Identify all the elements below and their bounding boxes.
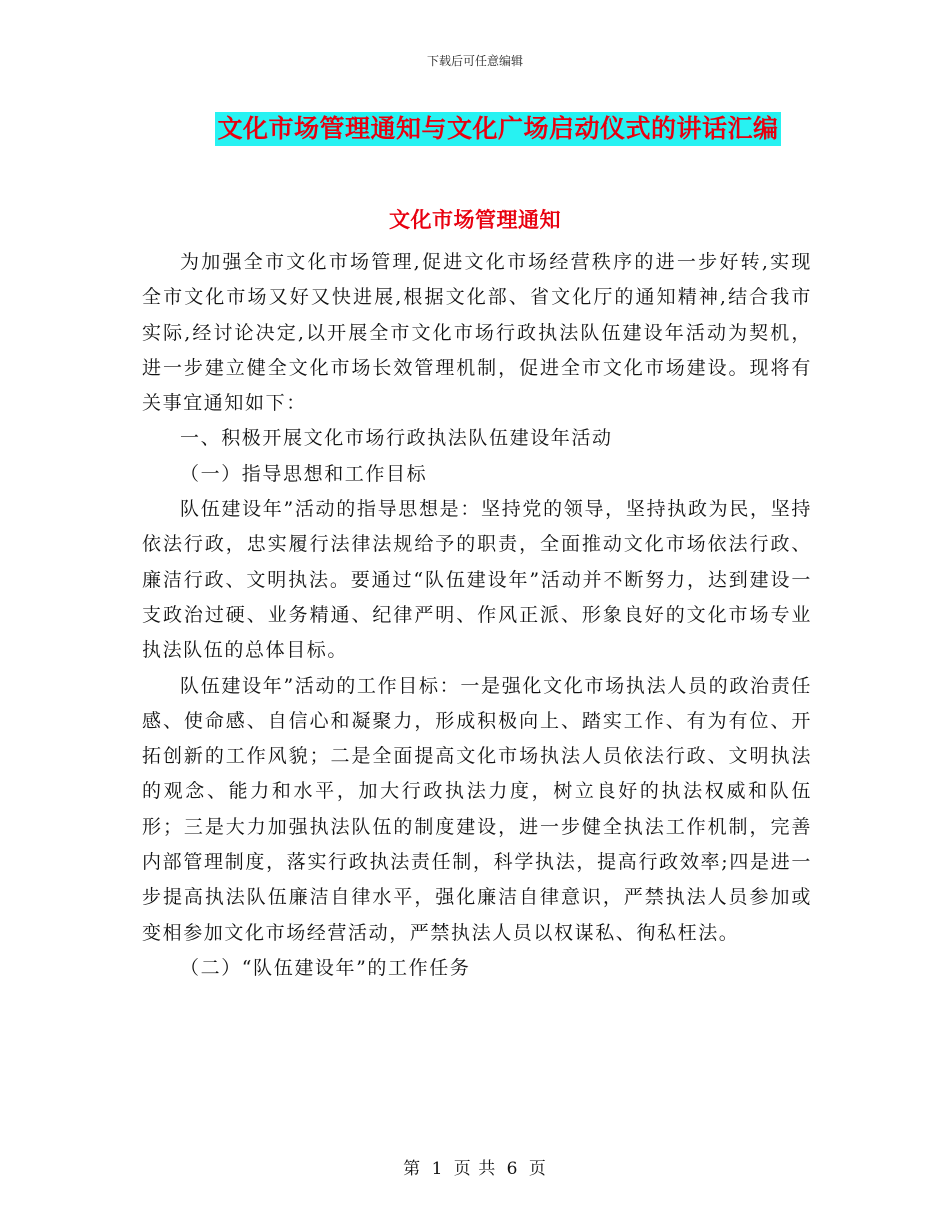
footer-page-number: 1 bbox=[431, 1159, 444, 1179]
section-title: 文化市场管理通知 bbox=[389, 207, 561, 232]
document-body bbox=[142, 245, 812, 986]
document-title-container bbox=[0, 112, 950, 146]
heading-level-1: 一、积极开展文化市场行政执法队伍建设年活动 bbox=[180, 427, 613, 450]
heading-level-2: （一）指导思想和工作目标 bbox=[180, 462, 428, 485]
heading-level-2: （二）“队伍建设年”的工作任务 bbox=[180, 956, 471, 979]
footer-middle: 页 共 bbox=[453, 1159, 497, 1179]
paragraph-guiding-thought: 队伍建设年”活动的指导思想是：坚持党的领导，坚持执政为民，坚持依法行政，忠实履行法律法规给予的职责，全面推动文化市场依法行政、廉洁行政、文明执法。要通过“队伍建设年”活动并不断努力，达到建设一支政治过硬、业务精通、纪律严明、作风正派、形象良好的文化市场专业执法队伍的总体目标。 bbox=[142, 498, 812, 662]
footer-total-pages: 6 bbox=[506, 1159, 519, 1179]
paragraph-intro: 为加强全市文化市场管理,促进文化市场经营秩序的进一步好转,实现全市文化市场又好又快进展,根据文化部、省文化厅的通知精神,结合我市实际,经讨论决定,以开展全市文化市场行政执法队伍建设年活动为契机，进一步建立健全文化市场长效管理机制，促进全市文化市场建设。现将有关事宜通知如下： bbox=[142, 251, 812, 415]
page-footer bbox=[0, 1154, 950, 1179]
footer-suffix: 页 bbox=[528, 1159, 547, 1179]
page-header-note: 下载后可任意编辑 bbox=[426, 54, 523, 68]
document-title: 文化市场管理通知与文化广场启动仪式的讲话汇编 bbox=[215, 112, 780, 146]
paragraph-work-goals: 队伍建设年”活动的工作目标：一是强化文化市场执法人员的政治责任感、使命感、自信心和凝聚力，形成积极向上、踏实工作、有为有位、开拓创新的工作风貌；二是全面提高文化市场执法人员依法行政、文明执法的观念、能力和水平，加大行政执法力度，树立良好的执法权威和队伍形；三是大力加强执法队伍的制度建设，进一步健全执法工作机制，完善内部管理制度，落实行政执法责任制，科学执法，提高行政效率;四是进一步提高执法队伍廉洁自律水平，强化廉洁自律意识，严禁执法人员参加或变相参加文化市场经营活动，严禁执法人员以权谋私、徇私枉法。 bbox=[142, 674, 812, 944]
footer-prefix: 第 bbox=[403, 1159, 422, 1179]
